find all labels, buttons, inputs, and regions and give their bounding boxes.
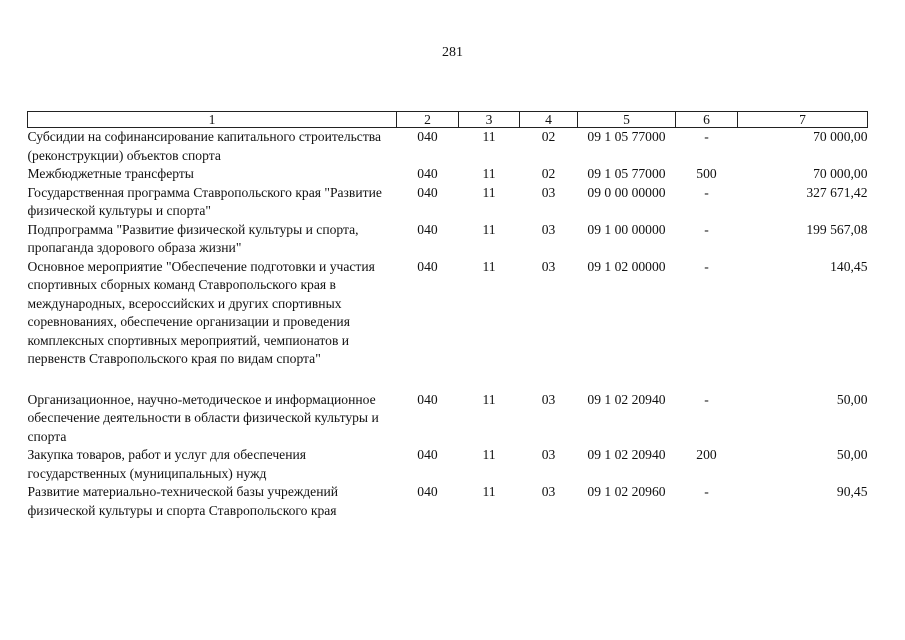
row-code-5: 09 0 00 00000: [587, 184, 666, 200]
table-row: [28, 184, 868, 221]
column-header-3: 3: [459, 112, 520, 128]
page-number: 281: [442, 45, 463, 60]
row-code-6: -: [704, 391, 709, 407]
row-name: Межбюджетные трансферты: [27, 166, 194, 181]
row-code-3: 11: [482, 129, 496, 144]
header-row: [28, 112, 868, 128]
row-code-4: 03: [541, 447, 556, 462]
row-code-4: 03: [541, 221, 556, 237]
row-code-5: 09 1 02 20960: [587, 484, 666, 499]
row-code-5: 09 1 05 77000: [587, 129, 666, 144]
budget-table: [27, 111, 868, 520]
row-spacer: [28, 369, 868, 391]
row-name: Развитие материально-технической базы учреждений физической культуры и спорта Ставропольского края: [27, 484, 339, 518]
row-code-5: 09 1 00 00000: [587, 221, 666, 237]
row-amount: 199 567,08: [806, 221, 868, 237]
table-row: [28, 391, 868, 447]
table-row: [28, 258, 868, 369]
column-header-1: 1: [28, 112, 397, 128]
row-code-4: 03: [541, 391, 556, 407]
row-code-3: 11: [482, 221, 496, 237]
row-code-5: 09 1 02 20940: [587, 447, 666, 462]
row-code-2: 040: [417, 129, 438, 144]
row-code-3: 11: [482, 166, 496, 181]
row-name: Государственная программа Ставропольского края "Развитие физической культуры и спорта": [27, 184, 382, 218]
row-amount: 327 671,42: [806, 184, 868, 200]
column-header-5: 5: [578, 112, 676, 128]
table-row: [28, 221, 868, 258]
column-header-4: 4: [520, 112, 578, 128]
row-code-3: 11: [482, 391, 496, 407]
table-row: [28, 446, 868, 483]
table-row: [28, 483, 868, 520]
row-amount: 140,45: [830, 258, 868, 274]
table-row: [28, 165, 868, 184]
row-amount: 50,00: [836, 391, 868, 407]
row-name: Подпрограмма "Развитие физической культуры и спорта, пропаганда здорового образа жизни": [27, 221, 359, 255]
row-code-4: 03: [541, 484, 556, 499]
row-code-2: 040: [417, 258, 438, 274]
column-header-7: 7: [738, 112, 868, 128]
row-code-5: 09 1 05 77000: [587, 166, 666, 181]
row-code-6: 500: [696, 166, 717, 181]
row-code-2: 040: [417, 184, 438, 200]
row-name: Субсидии на софинансирование капитального строительства (реконструкции) объектов спорта: [27, 129, 382, 163]
row-code-4: 02: [541, 166, 556, 181]
column-header-6: 6: [676, 112, 738, 128]
row-code-4: 03: [541, 258, 556, 274]
row-code-6: -: [704, 184, 709, 200]
row-code-2: 040: [417, 221, 438, 237]
row-code-5: 09 1 02 00000: [587, 258, 666, 274]
row-amount: 50,00: [836, 447, 868, 462]
row-amount: 70 000,00: [813, 129, 868, 144]
row-name: Организационное, научно-методическое и информационное обеспечение деятельности в области физической культуры и спорта: [27, 391, 379, 444]
row-code-3: 11: [482, 484, 496, 499]
row-code-6: -: [704, 129, 709, 144]
row-code-6: -: [704, 221, 709, 237]
row-code-2: 040: [417, 391, 438, 407]
row-amount: 90,45: [836, 484, 868, 499]
row-code-2: 040: [417, 484, 438, 499]
row-code-4: 02: [541, 129, 556, 144]
column-header-2: 2: [397, 112, 459, 128]
row-amount: 70 000,00: [813, 166, 868, 181]
row-code-6: -: [704, 258, 709, 274]
row-code-5: 09 1 02 20940: [587, 391, 666, 407]
row-name: Закупка товаров, работ и услуг для обеспечения государственных (муниципальных) нужд: [27, 447, 306, 481]
row-code-6: -: [704, 484, 709, 499]
row-code-3: 11: [482, 447, 496, 462]
row-code-3: 11: [482, 258, 496, 274]
row-code-2: 040: [417, 447, 438, 462]
row-name: Основное мероприятие "Обеспечение подготовки и участия спортивных сборных команд Ставропольского края в международных, всероссийских и других спортивных соревнованиях, обеспечение организации и проведения комплексных спортивных мероприятий, чемпионатов и первенств Ставропольского края по видам спорта": [27, 258, 375, 366]
row-code-3: 11: [482, 184, 496, 200]
row-code-4: 03: [541, 184, 556, 200]
table-row: [28, 128, 868, 166]
row-code-2: 040: [417, 166, 438, 181]
row-code-6: 200: [696, 447, 717, 462]
